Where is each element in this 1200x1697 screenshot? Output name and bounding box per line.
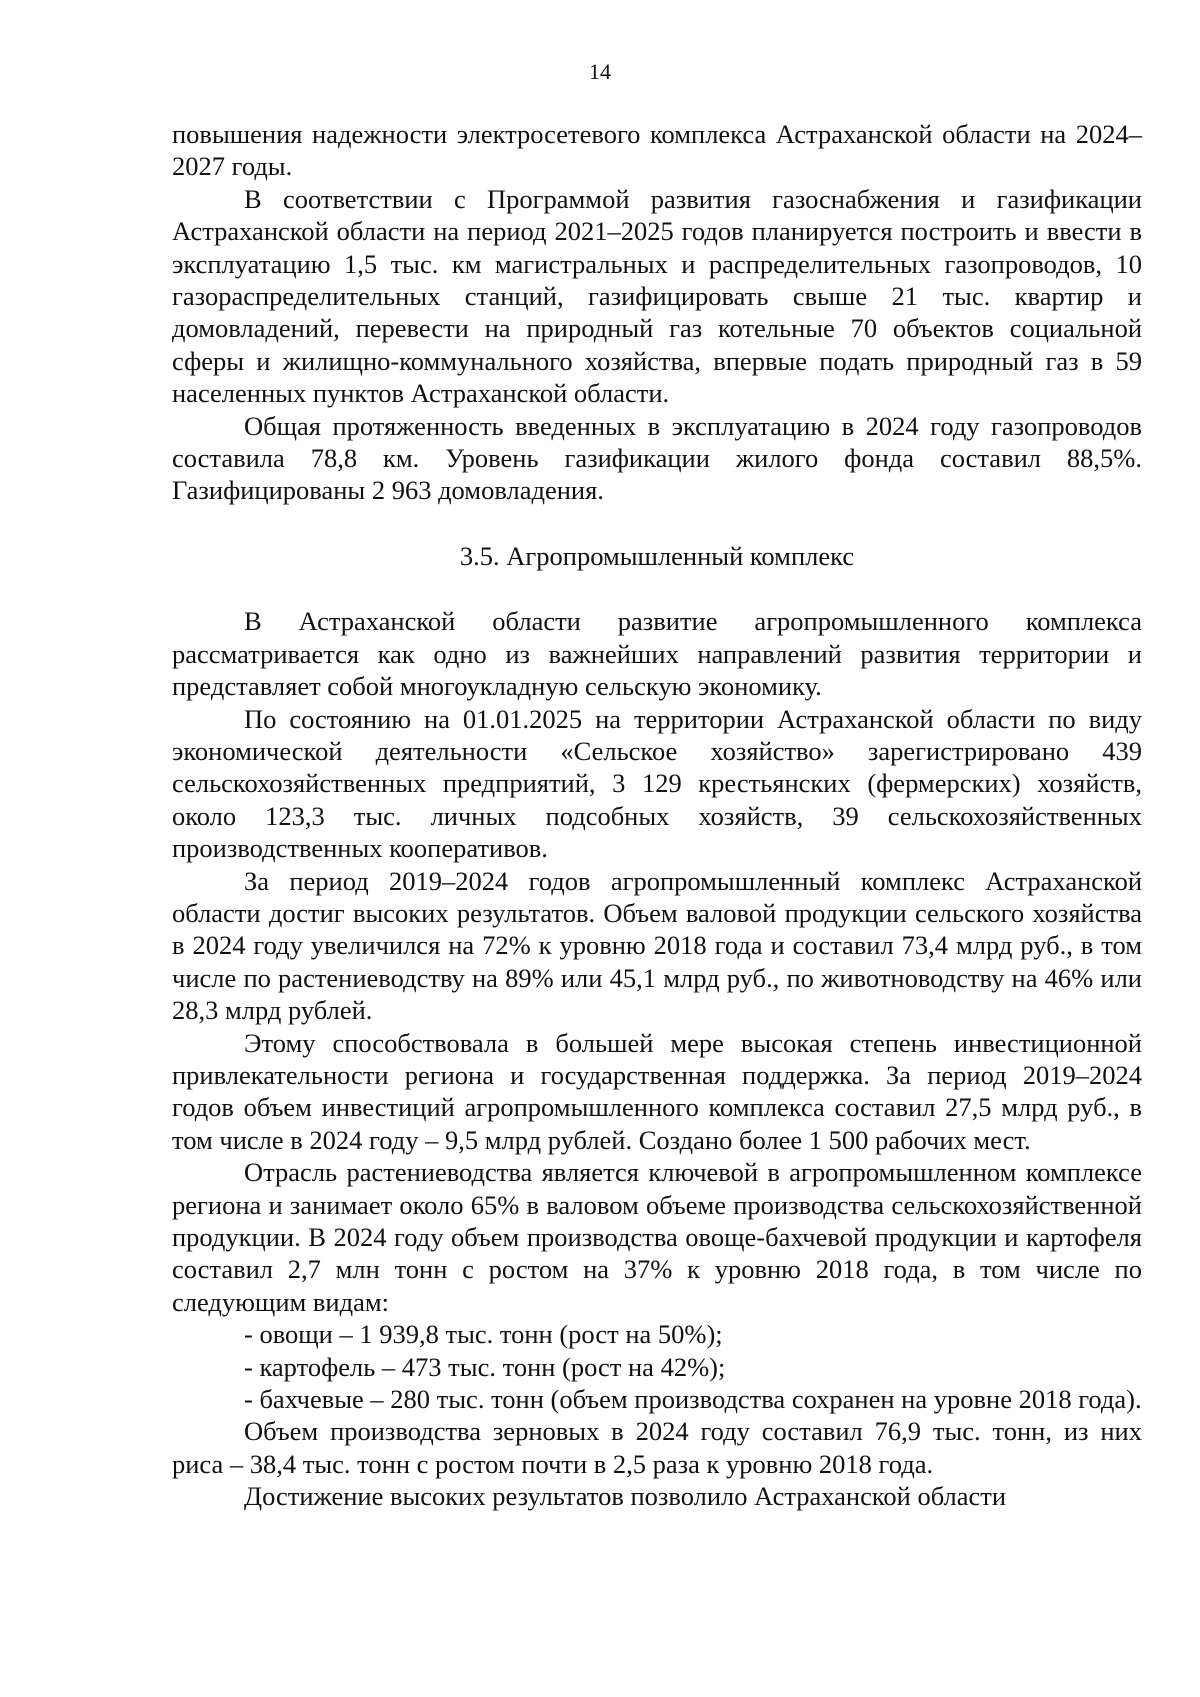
paragraph-gas-results: Общая протяженность введенных в эксплуатацию в 2024 году газопроводов составила 78,8 км. Уровень газификации жилого фонда составил 88,5%. Газифицированы 2 963 домовладения. bbox=[172, 410, 1142, 506]
list-item-vegetables: - овощи – 1 939,8 тыс. тонн (рост на 50%); bbox=[244, 1319, 723, 1350]
paragraph-gas-program: В соответствии с Программой развития газоснабжения и газификации Астраханской области на период 2021–2025 годов планируется построить и ввести в эксплуатацию 1,5 тыс. км магистральных и распределительных газопроводов, 10 газораспределительных станций, газифицировать свыше 21 тыс. квартир и домовладений, перевести на природный газ котельные 70 объектов социальной сферы и жилищно-коммунального хозяйства, впервые подать природный газ в 59 населенных пунктов Астраханской области. bbox=[172, 183, 1142, 409]
section-heading: 3.5. Агропромышленный комплекс bbox=[459, 540, 855, 571]
paragraph-agro-results: За период 2019–2024 годов агропромышленный комплекс Астраханской области достиг высоких результатов. Объем валовой продукции сельского хозяйства в 2024 году увеличился на 72% к уровню 2018 года и составил 73,4 млрд руб., в том числе по растениеводству на 89% или 45,1 млрд руб., по животноводству на 46% или 28,3 млрд рублей. bbox=[172, 865, 1142, 1026]
paragraph-achievements: Достижение высоких результатов позволило Астраханской области bbox=[244, 1481, 1007, 1512]
document-body bbox=[172, 118, 1142, 1513]
list-item-potatoes: - картофель – 473 тыс. тонн (рост на 42%); bbox=[244, 1351, 726, 1382]
paragraph-grain: Объем производства зерновых в 2024 году составил 76,9 тыс. тонн, из них риса – 38,4 тыс. тонн с ростом почти в 2,5 раза к уровню 2018 года. bbox=[172, 1416, 1142, 1479]
paragraph-agro-investment: Этому способствовала в большей мере высокая степень инвестиционной привлекательности региона и государственная поддержка. За период 2019–2024 годов объем инвестиций агропромышленного комплекса составил 27,5 млрд руб., в том числе в 2024 году – 9,5 млрд рублей. Создано более 1 500 рабочих мест. bbox=[172, 1027, 1142, 1155]
page-number: 14 bbox=[589, 59, 611, 84]
paragraph-agro-registered: По состоянию на 01.01.2025 на территории Астраханской области по виду экономической деятельности «Сельское хозяйство» зарегистрировано 439 сельскохозяйственных предприятий, 3 129 крестьянских (фермерских) хозяйств, около 123,3 тыс. личных подсобных хозяйств, 39 сельскохозяйственных производственных кооперативов. bbox=[172, 703, 1142, 864]
paragraph-continuation: повышения надежности электросетевого комплекса Астраханской области на 2024–2027 годы. bbox=[172, 119, 1142, 182]
paragraph-agro-intro: В Астраханской области развитие агропромышленного комплекса рассматривается как одно из важнейших направлений развития территории и представляет собой многоукладную сельскую экономику. bbox=[172, 606, 1142, 702]
list-item-melons: - бахчевые – 280 тыс. тонн (объем производства сохранен на уровне 2018 года). bbox=[244, 1384, 1142, 1415]
paragraph-crop-production: Отрасль растениеводства является ключевой в агропромышленном комплексе региона и занимает около 65% в валовом объеме производства сельскохозяйственной продукции. В 2024 году объем производства овоще-бахчевой продукции и картофеля составил 2,7 млн тонн с ростом на 37% к уровню 2018 года, в том числе по следующим видам: bbox=[172, 1157, 1142, 1317]
